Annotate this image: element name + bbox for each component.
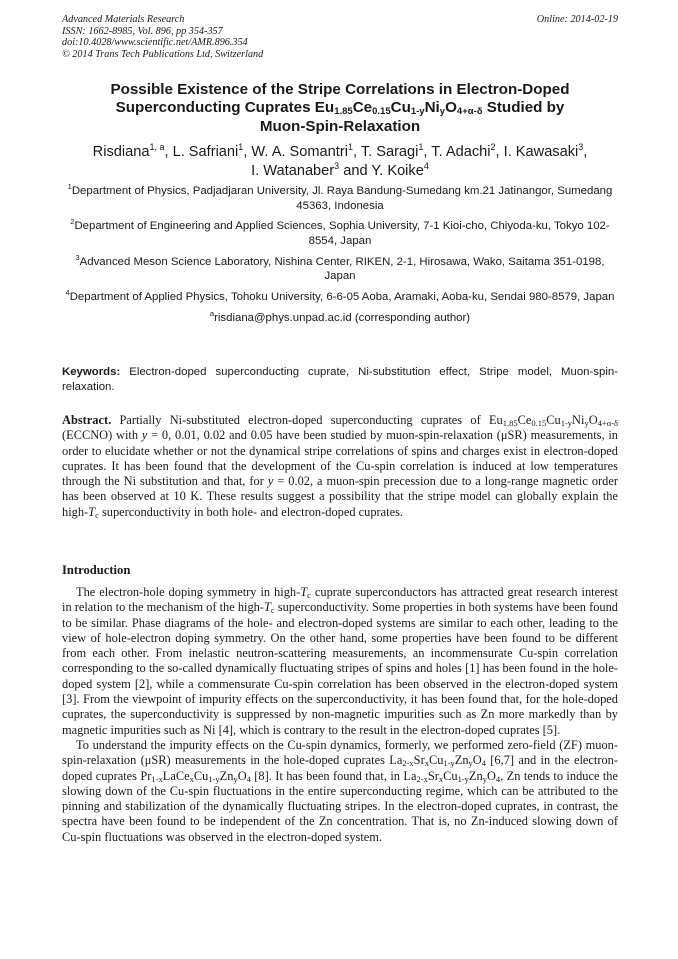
author-name: Risdiana (92, 144, 150, 160)
paper-title (62, 81, 618, 136)
affiliation-4: $^4$Department of Applied Physics, Tohoku University, 6-6-05 Aoba, Aramaki, Aoba-ku, Sendai 980-8579, Japan (65, 288, 615, 304)
section-heading-introduction: Introduction (62, 563, 131, 577)
introduction-body (62, 585, 618, 845)
copyright-line: © 2014 Trans Tech Publications Ltd, Switzerland (62, 48, 264, 60)
corresponding-email: $^a$risdiana@phys.unpad.ac.id (corresponding author) (209, 308, 471, 324)
author-name: T. Adachi (431, 144, 491, 160)
author-name: I. Kawasaki (503, 144, 579, 160)
affiliations (62, 184, 618, 332)
issn-line: ISSN: 1662-8985, Vol. 896, pp 354-357 (62, 25, 223, 37)
author-name: T. Saragi (360, 144, 419, 160)
author-name: W. A. Somantri (251, 144, 348, 160)
affiliation-3: $^3$Advanced Meson Science Laboratory, Nishina Center, RIKEN, 2-1, Hirosawa, Wako, Saitama 351-0198, Japan (75, 252, 605, 283)
author-name: Y. Koike (371, 162, 424, 179)
keywords (62, 365, 618, 394)
affiliation-2: $^2$Department of Engineering and Applied Sciences, Sophia University, 7-1 Kioi-cho, Chiyoda-ku, Tokyo 102-8554, Japan (70, 217, 610, 247)
author-name: L. Safriani (172, 144, 239, 160)
keywords-label: Keywords: (62, 366, 121, 378)
title-line-2: Superconducting Cuprates $Eu_{1.85}Ce_{0.15}Cu_{1-y}Ni_yO_{4+\alpha-\delta}$ Studied by (115, 99, 565, 118)
author-name: I. Watanaber (251, 162, 335, 179)
title-line-1: Possible Existence of the Stripe Correlations in Electron-Doped (110, 81, 570, 98)
journal-name: Advanced Materials Research (62, 14, 185, 25)
affiliation-1: $^1$Department of Physics, Padjadjaran University, Jl. Raya Bandung-Sumedang km.21 Jatinangor, Sumedang 45363, Indonesia (67, 182, 613, 212)
abstract-label: Abstract. (62, 413, 112, 427)
publication-header (62, 14, 618, 60)
title-line-3: Muon-Spin-Relaxation (259, 117, 421, 135)
author-list: Risdiana$^{1, a}$, L. Safriani$^1$, W. A. Somantri$^1$, T. Saragi$^1$, T. Adachi$^2$, I. Kawasaki$^3$, I. Watanaber$^3$ and Y. Koike$^4$ (92, 142, 588, 179)
online-date: Online: 2014-02-19 (536, 14, 618, 25)
intro-paragraph-2: To understand the impurity effects on the Cu-spin dynamics, formerly, we performed zero-field (ZF) muon-spin-relaxation (μSR) measurements in the hole-doped cuprates $La_{2-x}Sr_xCu_{1-y}Zn_yO_4$ [6,7] and in the electron-doped cuprates $Pr_{1-x}LaCe_xCu_{1-y}Zn_yO_4$ [8]. It has been found that, in $La_{2-x}Sr_xCu_{1-y}Zn_yO_4$, Zn tends to induce the slowing down of the Cu-spin fluctuations in the entire superconducting regime, which can be attributed to the pinning and stabilization of the dynamically fluctuating stripes. In the electron-doped cuprates, in contrast, the spectra have been found to be independent of the Zn concentration. That is, no Zn-induced slowing down of Cu-spin fluctuations was observed in the electron-doped system. (62, 737, 619, 844)
intro-paragraph-1: The electron-hole doping symmetry in high-$T_c$ cuprate superconductors has attracted great research interest in relation to the mechanism of the high-$T_c$ superconductivity. Some properties in both systems have been found to be similar. Phase diagrams of the hole- and electron-doped systems are similar to each other, leading to the view of hole-electron doping symmetry. On the other hand, some properties have been found to be different from each other. From inelastic neutron-scattering measurements, an incommensurate Cu-spin correlation corresponding to the so-called dynamically fluctuating stripes of spins and holes [1] has been found in the hole-doped system [2], while a commensurate Cu-spin correlation has been observed in the electron-doped system [3]. From the viewpoint of impurity effects on the superconductivity, it has been found that, for the hole-doped cuprates, the superconductivity is suppressed by non-magnetic impurities such as Zn more markedly than by magnetic impurities such as Ni [4], which is contrary to the result in the electron-doped cuprates [5]. (62, 585, 618, 737)
doi-line: doi:10.4028/www.scientific.net/AMR.896.354 (62, 37, 248, 49)
abstract: Abstract. Partially Ni-substituted electron-doped superconducting cuprates of $Eu_{1.85}Ce_{0.15}Cu_{1-y}Ni_yO_{4+\alpha-\delta}$ (ECCNO) with y = 0, 0.01, 0.02 and 0.05 have been studied by muon-spin-relaxation (μSR) measurements, in order to elucidate whether or not the dynamical stripe correlations of spins and charges exist in electron-doped cuprates. It has been found that the development of the Cu-spin correlation is induced at low temperatures through the Ni substitution and that, for y = 0.02, a muon-spin precession due to a long-range magnetic order has been observed at 10 K. These results suggest a possibility that the stripe model can globally explain the high-$T_c$ superconductivity in both hole- and electron-doped cuprates. (62, 413, 618, 520)
keywords-text: Electron-doped superconducting cuprate, Ni-substitution effect, Stripe model, Muon-spin-relaxation. (62, 366, 618, 393)
